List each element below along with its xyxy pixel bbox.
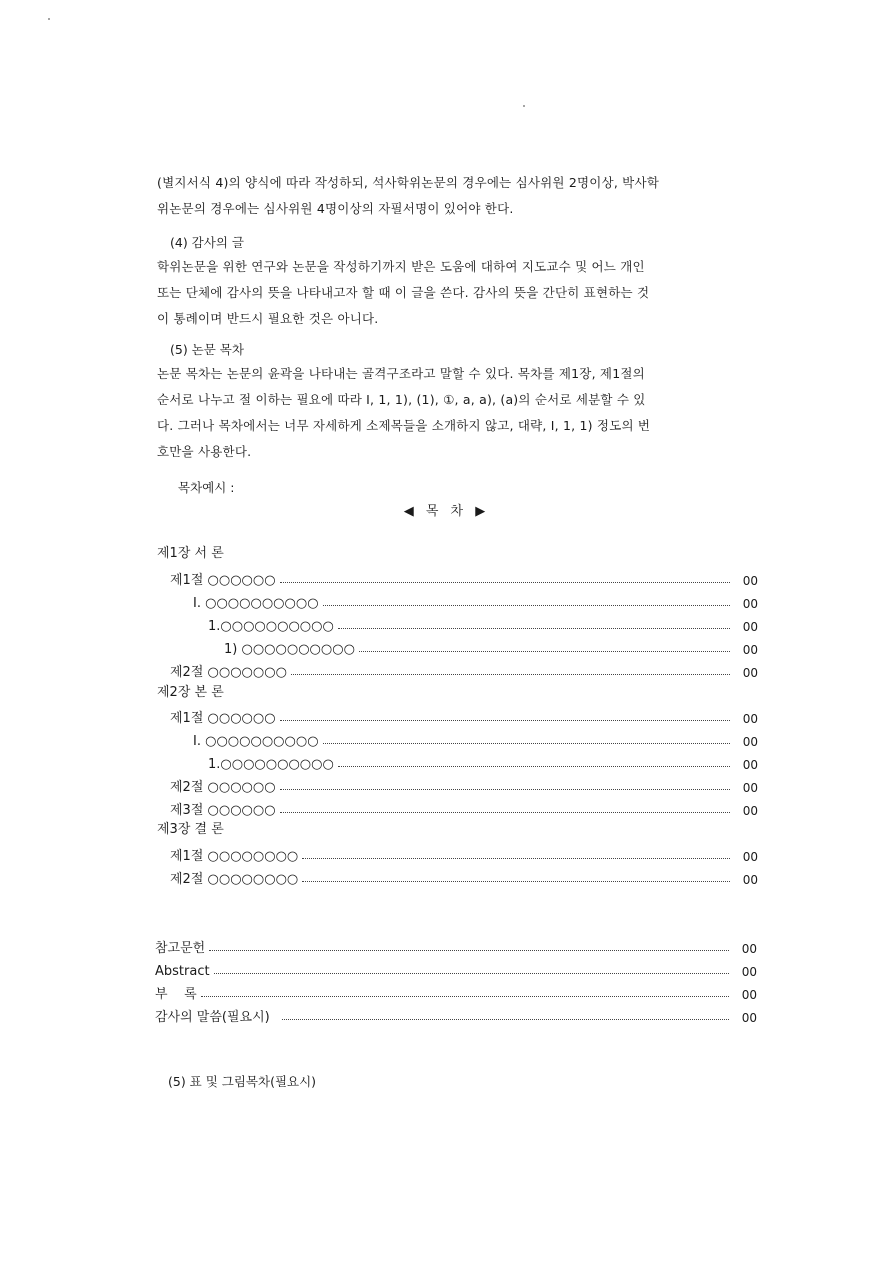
- toc-leader-dots: [201, 996, 729, 997]
- text-line: 다. 그러나 목차에서는 너무 자세하게 소제목들을 소개하지 않고, 대략, I, 1, 1) 정도의 번: [157, 418, 651, 433]
- toc-leader-dots: [323, 605, 730, 606]
- toc-row-label: 제1절 ○○○○○○: [170, 711, 276, 726]
- text-line: 논문 목차는 논문의 윤곽을 나타내는 골격구조라고 말할 수 있다. 목차를 제1장, 제1절의: [157, 366, 645, 381]
- toc-page-number: 00: [742, 804, 758, 818]
- scan-speck: [48, 18, 50, 20]
- toc-row-label: 참고문헌: [155, 941, 206, 956]
- toc-row: [208, 750, 758, 772]
- toc-leader-dots: [359, 651, 730, 652]
- toc-row-label: I. ○○○○○○○○○○: [193, 734, 319, 749]
- toc-page-number: 00: [742, 873, 758, 887]
- text-line: 호만을 사용한다.: [157, 444, 252, 459]
- toc-row-label: 제2절 ○○○○○○○○: [170, 872, 299, 887]
- paragraph-signature-rule: [157, 170, 769, 222]
- toc-row-label: 제2절 ○○○○○○: [170, 780, 276, 795]
- text-line: 이 통례이며 반드시 필요한 것은 아니다.: [157, 311, 379, 326]
- toc-page-number: 00: [742, 666, 758, 680]
- toc-page-number: 00: [742, 781, 758, 795]
- toc-row: [170, 842, 758, 864]
- toc-row: [170, 773, 758, 795]
- toc-row-label: 제1절 ○○○○○○○○: [170, 849, 299, 864]
- toc-back-matter-row: [155, 934, 757, 956]
- toc-page-number: 00: [742, 712, 758, 726]
- paragraph-acknowledgement: [157, 254, 769, 332]
- toc-page-number: 00: [741, 1011, 757, 1025]
- toc-leader-dots: [280, 720, 730, 721]
- toc-leader-dots: [291, 674, 730, 675]
- toc-leader-dots: [280, 812, 730, 813]
- toc-page-number: 00: [741, 942, 757, 956]
- toc-row: [170, 865, 758, 887]
- toc-page-number: 00: [742, 620, 758, 634]
- toc-back-matter-row: [155, 1003, 757, 1025]
- toc-leader-dots: [209, 950, 729, 951]
- section-heading-toc: (5) 논문 목차: [170, 342, 244, 357]
- scan-speck: [523, 105, 525, 107]
- toc-leader-dots: [338, 766, 730, 767]
- toc-example-label: 목차예시 :: [178, 480, 235, 495]
- toc-page-number: 00: [742, 735, 758, 749]
- toc-row: [208, 612, 758, 634]
- toc-page-number: 00: [742, 758, 758, 772]
- toc-row: [170, 704, 758, 726]
- toc-row: [193, 727, 758, 749]
- toc-page-number: 00: [741, 965, 757, 979]
- toc-leader-dots: [302, 858, 730, 859]
- toc-page-number: 00: [741, 988, 757, 1002]
- section-heading-figures-tables: (5) 표 및 그림목차(필요시): [168, 1074, 317, 1089]
- toc-back-matter-row: [155, 980, 757, 1002]
- toc-row-label: 1) ○○○○○○○○○○: [224, 642, 355, 657]
- text-line: 학위논문을 위한 연구와 논문을 작성하기까지 받은 도움에 대하여 지도교수 및 어느 개인: [157, 259, 645, 274]
- toc-chapter-2: 제2장 본 론: [157, 685, 224, 700]
- toc-page-number: 00: [742, 574, 758, 588]
- paragraph-toc: [157, 361, 769, 465]
- toc-row-label: 제1절 ○○○○○○: [170, 573, 276, 588]
- toc-leader-dots: [338, 628, 730, 629]
- toc-row: [224, 635, 758, 657]
- toc-chapter-1: 제1장 서 론: [157, 546, 224, 561]
- toc-leader-dots: [282, 1019, 729, 1020]
- toc-chapter-3: 제3장 결 론: [157, 822, 224, 837]
- toc-row-label: 감사의 말씀(필요시): [155, 1010, 270, 1025]
- toc-leader-dots: [214, 973, 729, 974]
- toc-page-number: 00: [742, 597, 758, 611]
- text-line: 또는 단체에 감사의 뜻을 나타내고자 할 때 이 글을 쓴다. 감사의 뜻을 간단히 표현하는 것: [157, 285, 650, 300]
- toc-leader-dots: [323, 743, 730, 744]
- toc-row: [193, 589, 758, 611]
- text-line: (별지서식 4)의 양식에 따라 작성하되, 석사학위논문의 경우에는 심사위원 2명이상, 박사학: [157, 175, 659, 190]
- toc-page-number: 00: [742, 850, 758, 864]
- toc-row-label: 제2절 ○○○○○○○: [170, 665, 287, 680]
- text-line: 순서로 나누고 절 이하는 필요에 따라 I, 1, 1), (1), ①, a, a), (a)의 순서로 세분할 수 있: [157, 392, 646, 407]
- section-heading-acknowledgement: (4) 감사의 글: [170, 235, 244, 250]
- toc-leader-dots: [302, 881, 730, 882]
- toc-row-label: 1.○○○○○○○○○○: [208, 619, 334, 634]
- toc-page-number: 00: [742, 643, 758, 657]
- toc-row: [170, 796, 758, 818]
- toc-title: ◀ 목 차 ▶: [403, 504, 490, 519]
- toc-back-matter-row: [155, 957, 757, 979]
- toc-row: [170, 658, 758, 680]
- toc-leader-dots: [280, 789, 730, 790]
- toc-leader-dots: [280, 582, 730, 583]
- toc-row-label: Abstract: [155, 964, 210, 979]
- toc-row-label: 1.○○○○○○○○○○: [208, 757, 334, 772]
- toc-row-label: 부 록: [155, 987, 197, 1002]
- toc-row: [170, 566, 758, 588]
- text-line: 위논문의 경우에는 심사위원 4명이상의 자필서명이 있어야 한다.: [157, 201, 514, 216]
- toc-row-label: 제3절 ○○○○○○: [170, 803, 276, 818]
- toc-row-label: I. ○○○○○○○○○○: [193, 596, 319, 611]
